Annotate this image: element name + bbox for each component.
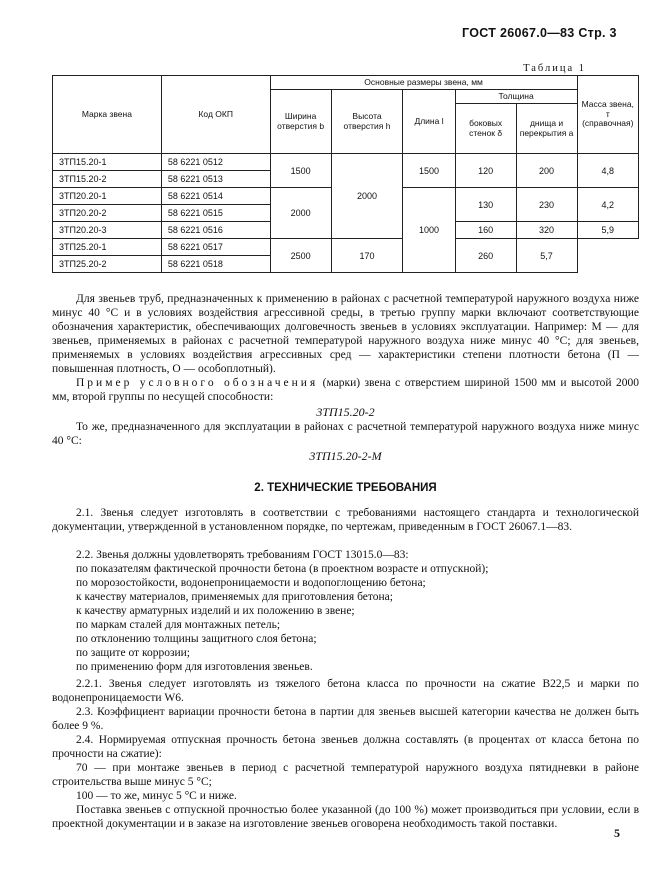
row-code: 58 6221 0515 <box>161 205 270 222</box>
cell-side: 170 <box>331 239 403 273</box>
cell-width: 2000 <box>270 188 331 239</box>
example-text: (марки) звена с отверстием шириной 1500 мм и высотой 2000 мм, второй группы по несущей способности: <box>52 377 639 403</box>
dimensions-table <box>52 75 639 273</box>
section-title: 2. ТЕХНИЧЕСКИЕ ТРЕБОВАНИЯ <box>254 482 437 494</box>
row-mark: 3ТП15.20-2 <box>53 171 162 188</box>
clause-2-2-1: 2.2.1. Звенья следует изготовлять из тяжелого бетона класса по прочности на сжатие В22,5 и марки по водонепроницаемости W6. <box>52 678 639 704</box>
row-mark: 3ТП25.20-1 <box>53 239 162 256</box>
list-item: по маркам сталей для монтажных петель; <box>76 619 281 631</box>
row-code: 58 6221 0517 <box>161 239 270 256</box>
header-width: Ширина отверстия b <box>270 90 331 154</box>
header-code: Код ОКП <box>161 76 270 154</box>
clause-2-4-70: 70 — при монтаже звеньев в период с расчетной температурой наружного воздуха пятидневки в районе строительства выше минус 5 °С; <box>52 762 639 788</box>
list-item: к качеству материалов, применяемых для приготовления бетона; <box>76 591 393 603</box>
cell-height: 2000 <box>331 154 403 239</box>
row-mark: 3ТП25.20-2 <box>53 256 162 273</box>
row-code: 58 6221 0512 <box>161 154 270 171</box>
cell-mass: 4,8 <box>577 154 638 188</box>
header-length: Длина l <box>403 90 455 154</box>
cell-bottom: 230 <box>516 188 577 222</box>
clause-2-2: 2.2. Звенья должны удовлетворять требованиям ГОСТ 13015.0—83: <box>76 549 409 561</box>
row-code: 58 6221 0516 <box>161 222 270 239</box>
list-item: по показателям фактической прочности бетона (в проектном возрасте и отпускной); <box>76 563 489 575</box>
example-label: Пример условного обозначения <box>76 377 319 389</box>
cell-side: 130 <box>455 188 516 222</box>
cell-mass: 4,2 <box>577 188 638 222</box>
cell-mass: 5,9 <box>577 222 638 239</box>
clause-2-3: 2.3. Коэффициент вариации прочности бетона в партии для звеньев высшей категории качества не должен быть более 9 %. <box>52 706 639 732</box>
header-dimensions: Основные размеры звена, мм <box>270 76 577 90</box>
list-item: по морозостойкости, водонепроницаемости и водопоглощению бетона; <box>76 577 426 589</box>
row-mark: 3ТП15.20-1 <box>53 154 162 171</box>
header-bottom: днища и перекрытия a <box>516 104 577 154</box>
header-mass: Масса звена, т (справочная) <box>577 76 638 154</box>
requirements-list <box>52 562 639 674</box>
cell-bottom: 200 <box>516 154 577 188</box>
clause-2-4: 2.4. Нормируемая отпускная прочность бетона звеньев должна составлять (в процентах от класса бетона по прочности на сжатие): <box>52 734 639 760</box>
paragraph-same-cold: То же, предназначенного для эксплуатации в районах с расчетной температурой наружного воздуха ниже минус 40 °С: <box>52 421 639 447</box>
header-thickness: Толщина <box>455 90 577 104</box>
clause-2-4-100: 100 — то же, минус 5 °С и ниже. <box>76 790 237 802</box>
row-code: 58 6221 0518 <box>161 256 270 273</box>
header-side-walls: боковых стенок δ <box>455 104 516 154</box>
page-header: ГОСТ 26067.0—83 Стр. 3 <box>462 26 617 40</box>
cell-length: 1000 <box>403 188 455 273</box>
cell-bottom: 320 <box>516 222 577 239</box>
page-number: 5 <box>614 826 620 840</box>
row-mark: 3ТП20.20-1 <box>53 188 162 205</box>
row-code: 58 6221 0513 <box>161 171 270 188</box>
header-mark: Марка звена <box>53 76 162 154</box>
list-item: по отклонению толщины защитного слоя бетона; <box>76 633 317 645</box>
cell-width: 2500 <box>270 239 331 273</box>
paragraph-climate-marking: Для звеньев труб, предназначенных к применению в районах с расчетной температурой наружного воздуха ниже минус 40 °С и в условиях воздействия агрессивной среды, в третью группу марки включают соответствующие обозначения характеристик, обеспечивающих долговечность звеньев в условиях эксплуатации. Например: М — для звеньев, применяемых в районах с расчетной температурой наружного воздуха ниже минус 40 °С; для звеньев, применяемых в условиях воздействия агрессивных сред — характеристики степени плотности бетона (П — повышенная плотность, О — особоплотный). <box>52 293 639 375</box>
row-code: 58 6221 0514 <box>161 188 270 205</box>
cell-side: 160 <box>455 222 516 239</box>
clause-2-4-supply: Поставка звеньев с отпускной прочностью более указанной (до 100 %) может производиться при условии, если в проектной документации и в заказе на изготовление звеньев оговорена необходимость такой поставки. <box>52 804 639 830</box>
row-mark: 3ТП20.20-3 <box>53 222 162 239</box>
cell-bottom: 260 <box>455 239 516 273</box>
list-item: по применению форм для изготовления звеньев. <box>76 661 313 673</box>
example-designation <box>52 376 639 404</box>
cell-side: 120 <box>455 154 516 188</box>
row-mark: 3ТП20.20-2 <box>53 205 162 222</box>
header-height: Высота отверстия h <box>331 90 403 154</box>
cell-length: 1500 <box>403 154 455 188</box>
clause-2-1: 2.1. Звенья следует изготовлять в соответствии с требованиями настоящего стандарта и технологической документации, утвержденной в установленном порядке, по чертежам, приведенным в ГОСТ 26067.1—83. <box>52 507 639 533</box>
example-mark-2: 3ТП15.20-2-М <box>309 449 382 463</box>
example-mark-1: 3ТП15.20-2 <box>316 405 375 419</box>
cell-mass: 5,7 <box>516 239 577 273</box>
list-item: к качеству арматурных изделий и их положению в звене; <box>76 605 355 617</box>
table-caption: Таблица 1 <box>523 63 586 74</box>
cell-width: 1500 <box>270 154 331 188</box>
list-item: по защите от коррозии; <box>76 647 190 659</box>
